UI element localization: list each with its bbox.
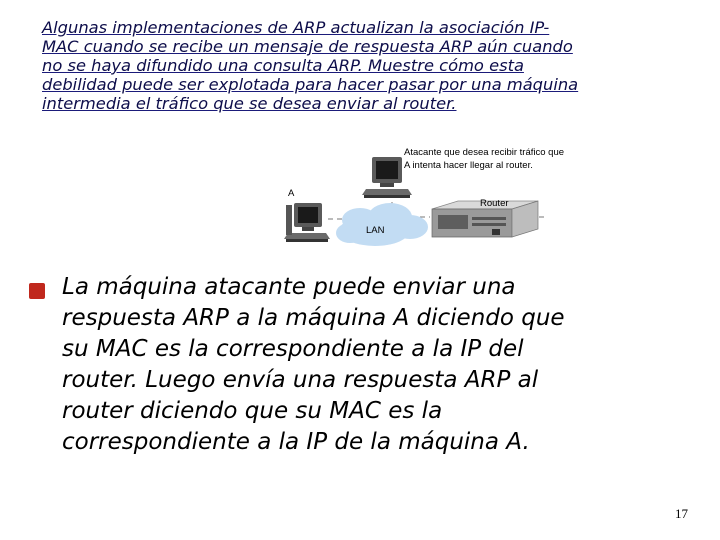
host-a-label: A <box>288 188 295 199</box>
answer-line: router. Luego envía una respuesta ARP al <box>62 367 539 393</box>
question-line: MAC cuando se recibe un mensaje de respuesta ARP aún cuando <box>42 37 573 56</box>
page-number: 17 <box>675 506 688 521</box>
attacker-label: Atacante que desea recibir tráfico que <box>404 147 565 158</box>
network-diagram <box>280 145 610 265</box>
question-line: debilidad puede ser explotada para hacer pasar por una máquina <box>42 75 579 94</box>
question-line: intermedia el tráfico que se desea enviar al router. <box>42 94 457 113</box>
computer-icon <box>284 203 330 242</box>
answer-line: su MAC es la correspondiente a la IP del <box>62 336 524 362</box>
question-text <box>42 18 642 113</box>
bullet-icon <box>29 283 45 299</box>
router-label: Router <box>480 198 509 209</box>
answer-line: router diciendo que su MAC es la <box>62 398 443 424</box>
answer-line: correspondiente a la IP de la máquina A. <box>62 429 530 455</box>
attacker-label: A intenta hacer llegar al router. <box>404 160 533 171</box>
answer-text <box>62 272 662 458</box>
answer-line: respuesta ARP a la máquina A diciendo que <box>62 305 565 331</box>
question-line: Algunas implementaciones de ARP actualizan la asociación IP- <box>42 18 550 37</box>
question-line: no se haya difundido una consulta ARP. Muestre cómo esta <box>42 56 524 75</box>
answer-line: La máquina atacante puede enviar una <box>62 274 516 300</box>
lan-label: LAN <box>366 225 385 236</box>
